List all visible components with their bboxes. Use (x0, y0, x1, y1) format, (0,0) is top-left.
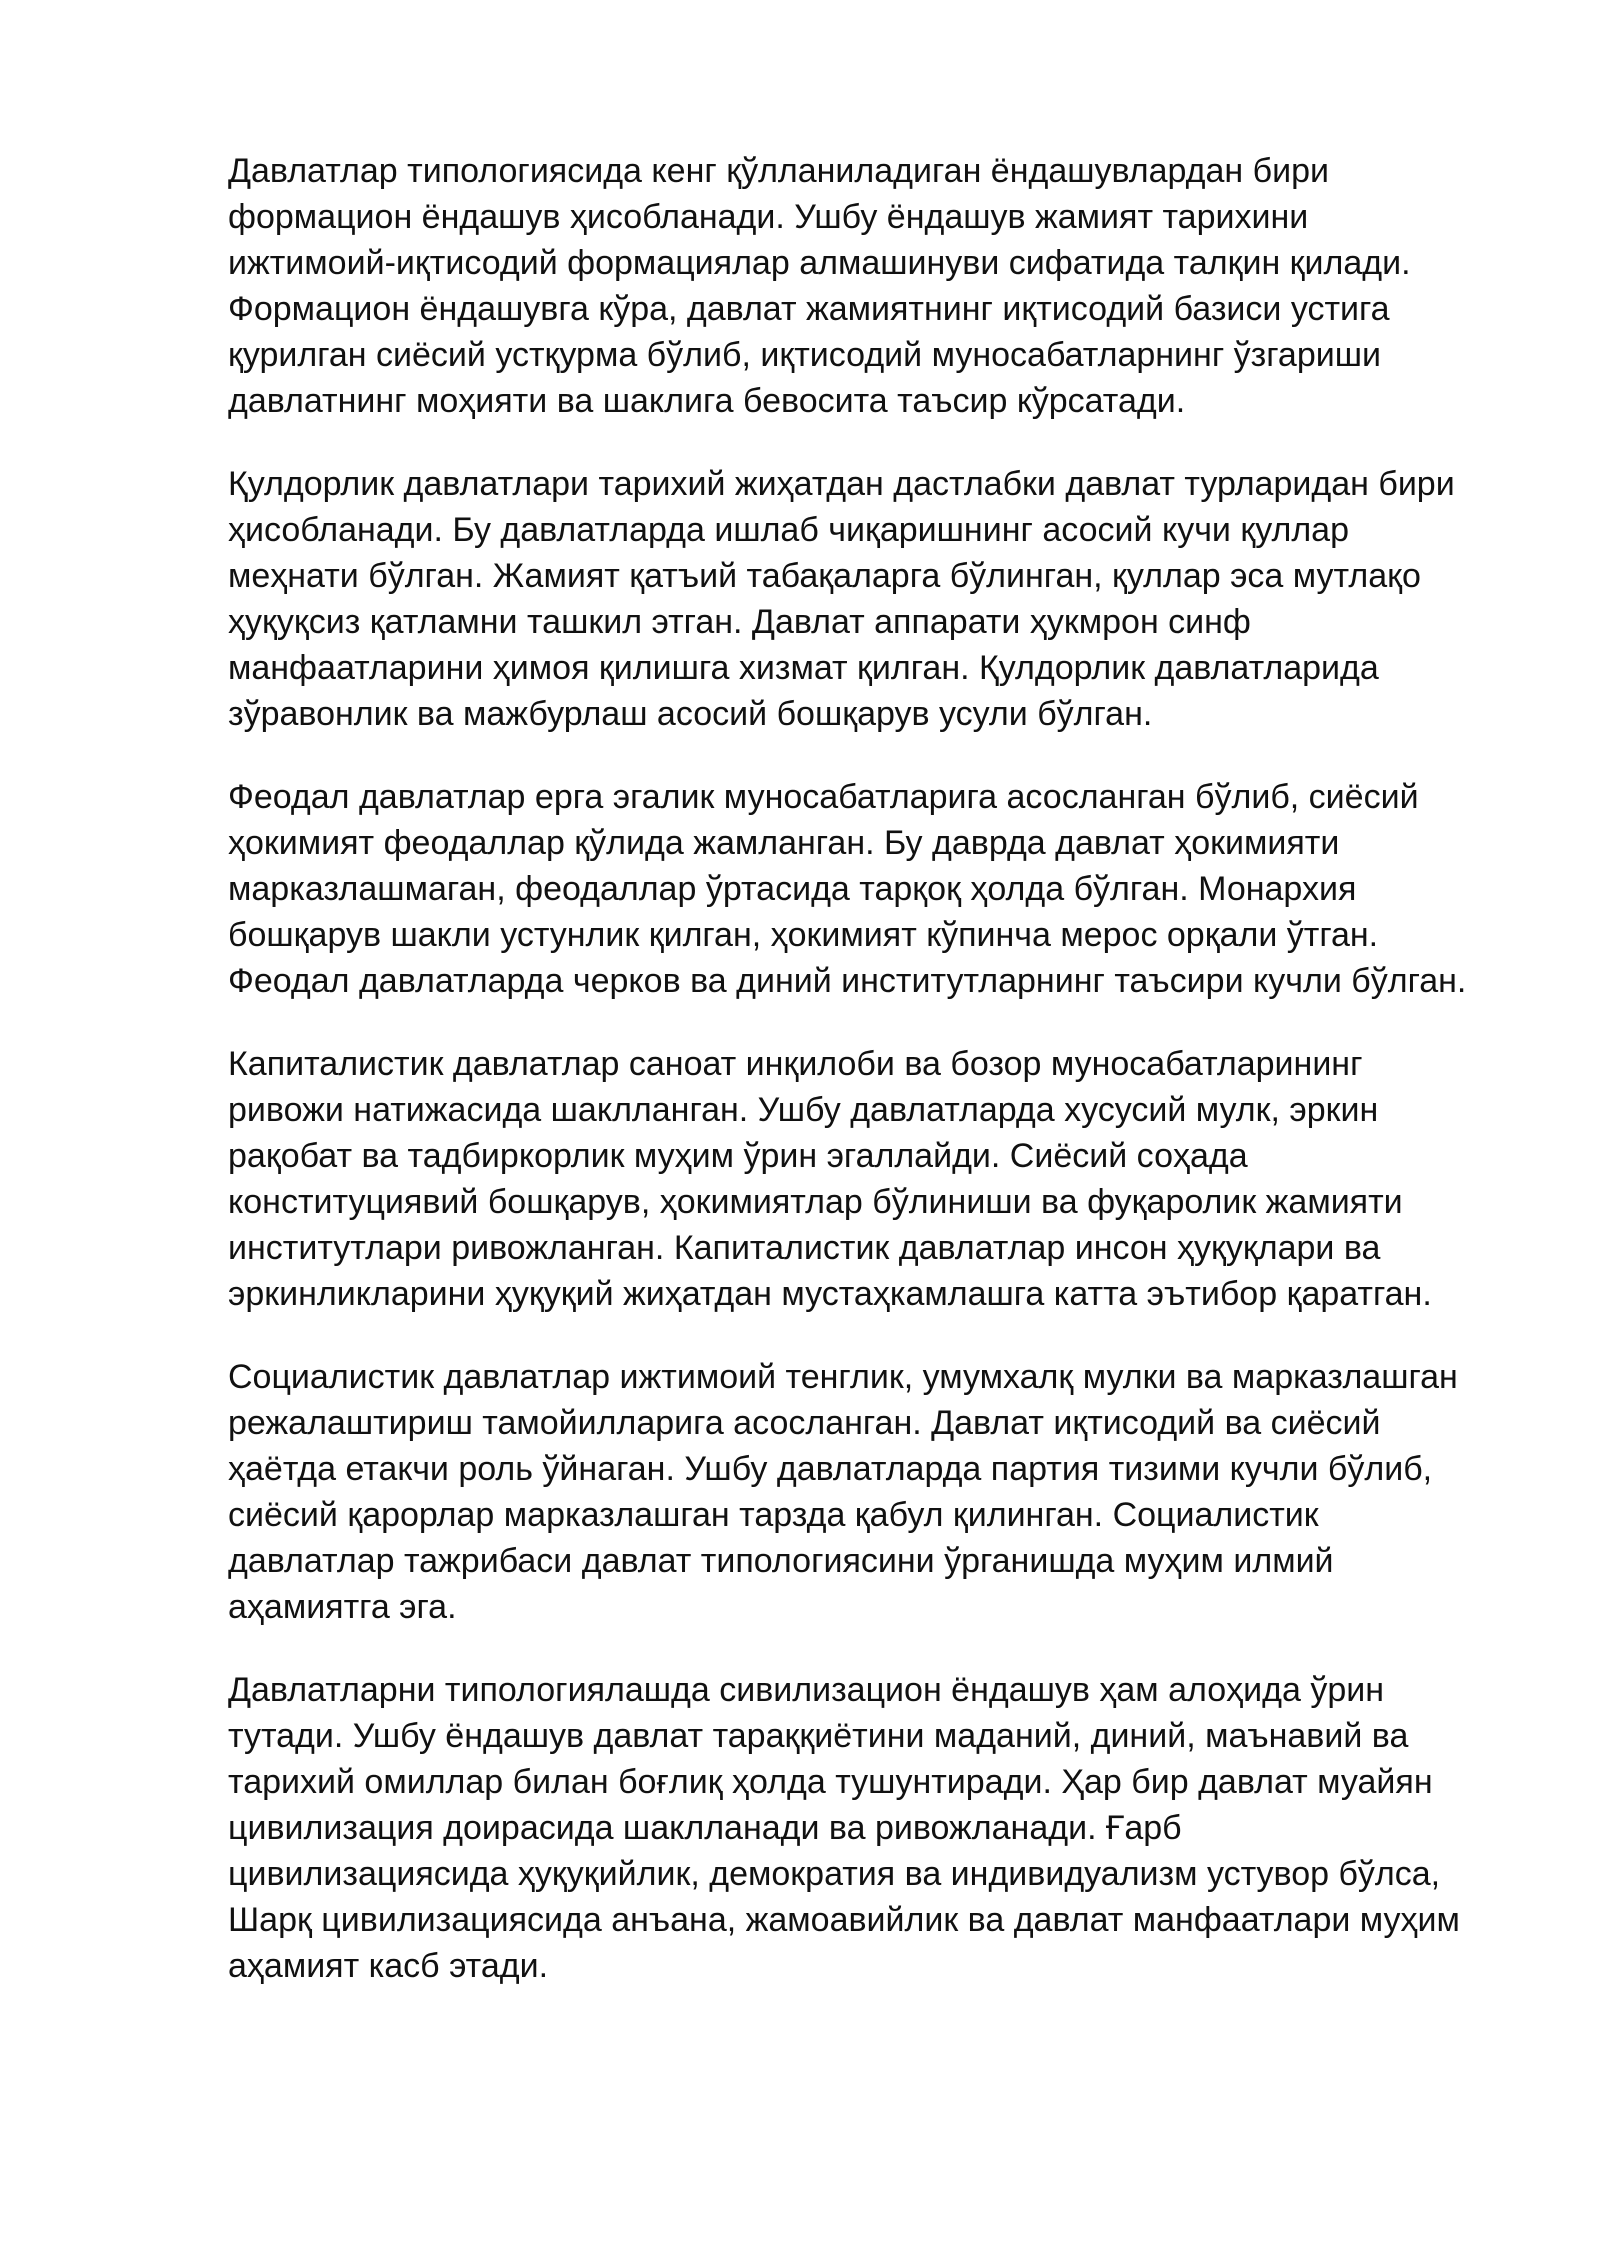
text-line: ижтимоий-иқтисодий формациялар алмашинуви сифатида талқин қилади. (228, 244, 1411, 282)
text-line: аҳамиятга эга. (228, 1588, 457, 1626)
text-line: тутади. Ушбу ёндашув давлат тараққиётини маданий, диний, маънавий ва (228, 1717, 1409, 1755)
text-line: конституциявий бошқарув, ҳокимиятлар бўлиниши ва фуқаролик жамияти (228, 1183, 1403, 1221)
text-line: режалаштириш тамойилларига асосланган. Давлат иқтисодий ва сиёсий (228, 1404, 1381, 1442)
text-line: қурилган сиёсий устқурма бўлиб, иқтисодий муносабатларнинг ўзгариши (228, 336, 1381, 374)
text-line: Феодал давлатлар ерга эгалик муносабатларига асосланган бўлиб, сиёсий (228, 778, 1419, 816)
text-line: сиёсий қарорлар марказлашган тарзда қабул қилинган. Социалистик (228, 1496, 1319, 1534)
paragraph-slave-owning-states (228, 461, 1518, 737)
text-line: формацион ёндашув ҳисобланади. Ушбу ёндашув жамият тарихини (228, 198, 1309, 236)
text-line: ҳисобланади. Бу давлатларда ишлаб чиқаришнинг асосий кучи қуллар (228, 511, 1349, 549)
text-line: эркинликларини ҳуқуқий жиҳатдан мустаҳкамлашга катта эътибор қаратган. (228, 1275, 1432, 1313)
text-line: Давлатларни типологиялашда сивилизацион ёндашув ҳам алоҳида ўрин (228, 1671, 1385, 1709)
text-line: аҳамият касб этади. (228, 1947, 549, 1985)
text-line: марказлашмаган, феодаллар ўртасида тарқоқ ҳолда бўлган. Монархия (228, 870, 1357, 908)
text-line: ҳокимият феодаллар қўлида жамланган. Бу даврда давлат ҳокимияти (228, 824, 1340, 862)
text-line: цивилизациясида ҳуқуқийлик, демократия ва индивидуализм устувор бўлса, (228, 1855, 1441, 1893)
paragraph-capitalist-states (228, 1041, 1518, 1317)
text-line: давлатнинг моҳияти ва шаклига бевосита таъсир кўрсатади. (228, 382, 1186, 420)
paragraph-feudal-states (228, 774, 1518, 1004)
text-line: институтлари ривожланган. Капиталистик давлатлар инсон ҳуқуқлари ва (228, 1229, 1381, 1267)
text-line: зўравонлик ва мажбурлаш асосий бошқарув усули бўлган. (228, 695, 1153, 733)
text-line: тарихий омиллар билан боғлиқ ҳолда тушунтиради. Ҳар бир давлат муайян (228, 1763, 1433, 1801)
text-line: Қулдорлик давлатлари тарихий жиҳатдан дастлабки давлат турларидан бири (228, 465, 1455, 503)
text-line: цивилизация доирасида шаклланади ва ривожланади. Ғарб (228, 1809, 1182, 1847)
text-line: Капиталистик давлатлар саноат инқилоби ва бозор муносабатларининг (228, 1045, 1363, 1083)
text-line: ҳуқуқсиз қатламни ташкил этган. Давлат аппарати ҳукмрон синф (228, 603, 1251, 641)
text-line: манфаатларини ҳимоя қилишга хизмат қилган. Қулдорлик давлатларида (228, 649, 1379, 687)
text-line: Феодал давлатларда черков ва диний институтларнинг таъсири кучли бўлган. (228, 962, 1467, 1000)
text-line: Социалистик давлатлар ижтимоий тенглик, умумхалқ мулки ва марказлашган (228, 1358, 1458, 1396)
text-line: ҳаётда етакчи роль ўйнаган. Ушбу давлатларда партия тизими кучли бўлиб, (228, 1450, 1433, 1488)
text-line: бошқарув шакли устунлик қилган, ҳокимият кўпинча мерос орқали ўтган. (228, 916, 1379, 954)
text-line: Шарқ цивилизациясида анъана, жамоавийлик ва давлат манфаатлари муҳим (228, 1901, 1460, 1939)
document-body (228, 148, 1518, 2026)
paragraph-civilizational-approach (228, 1667, 1518, 1989)
text-line: меҳнати бўлган. Жамият қатъий табақаларга бўлинган, қуллар эса мутлақо (228, 557, 1421, 595)
text-line: рақобат ва тадбиркорлик муҳим ўрин эгаллайди. Сиёсий соҳада (228, 1137, 1248, 1175)
text-line: Формацион ёндашувга кўра, давлат жамиятнинг иқтисодий базиси устига (228, 290, 1390, 328)
paragraph-socialist-states (228, 1354, 1518, 1630)
text-line: давлатлар тажрибаси давлат типологиясини ўрганишда муҳим илмий (228, 1542, 1334, 1580)
text-line: ривожи натижасида шаклланган. Ушбу давлатларда хусусий мулк, эркин (228, 1091, 1379, 1129)
paragraph-formational-approach (228, 148, 1518, 424)
text-line: Давлатлар типологиясида кенг қўлланиладиган ёндашувлардан бири (228, 152, 1329, 190)
